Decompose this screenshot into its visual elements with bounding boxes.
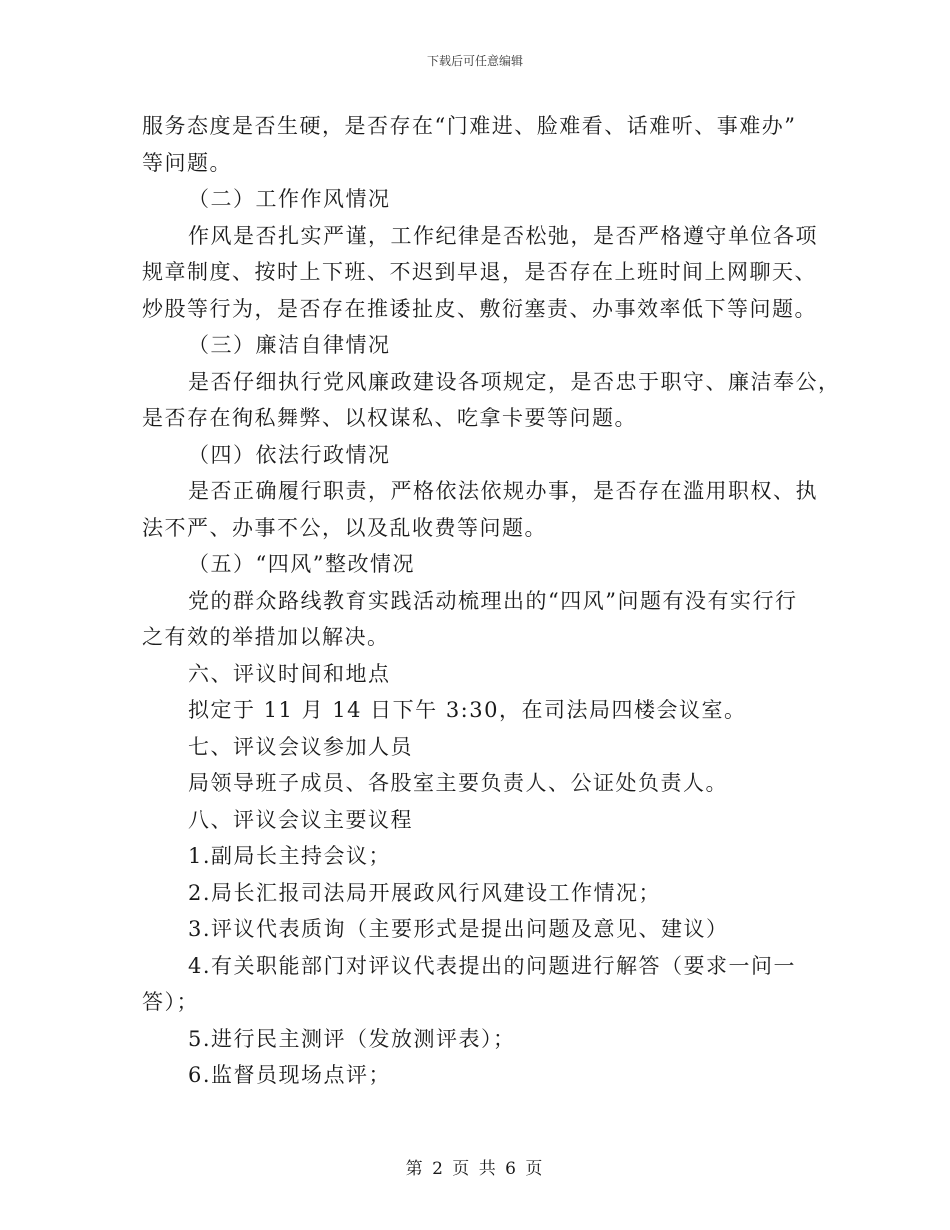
agenda-item: 4.有关职能部门对评议代表提出的问题进行解答（要求一问一: [188, 953, 797, 978]
paragraph-line: 等问题。: [142, 150, 232, 175]
agenda-item: 3.评议代表质询（主要形式是提出问题及意见、建议）: [188, 917, 729, 941]
section-heading: 八、评议会议主要议程: [188, 807, 413, 832]
section-heading: （四）依法行政情况: [188, 442, 391, 467]
paragraph-line: 服务态度是否生硬，是否存在“门难进、脸难看、话难听、事难办”: [142, 114, 797, 138]
section-heading: （三）廉洁自律情况: [188, 333, 391, 357]
paragraph-line: 法不严、办事不公，以及乱收费等问题。: [142, 515, 547, 540]
paragraph-line: 作风是否扎实严谨，工作纪律是否松弛，是否严格遵守单位各项: [188, 223, 818, 248]
agenda-item: 6.监督员现场点评；: [188, 1063, 392, 1087]
paragraph-line: 拟定于 11 月 14 日下午 3:30，在司法局四楼会议室。: [188, 698, 747, 722]
paragraph-line: 规章制度、按时上下班、不迟到早退，是否存在上班时间上网聊天、: [142, 260, 817, 284]
page-header: 下载后可任意编辑: [426, 54, 523, 68]
paragraph-line: 之有效的举措加以解决。: [142, 625, 390, 649]
paragraph-line: 炒股等行为，是否存在推诿扯皮、敷衍塞责、办事效率低下等问题。: [142, 296, 817, 321]
agenda-item: 1.副局长主持会议；: [188, 844, 392, 868]
paragraph-line: 是否仔细执行党风廉政建设各项规定，是否忠于职守、廉洁奉公，: [188, 369, 841, 394]
paragraph-line: 党的群众路线教育实践活动梳理出的“四风”问题有没有实行行: [188, 588, 798, 613]
section-heading: 六、评议时间和地点: [188, 661, 391, 686]
paragraph-line: 是否存在徇私舞弊、以权谋私、吃拿卡要等问题。: [142, 406, 637, 430]
section-heading: （二）工作作风情况: [188, 187, 391, 211]
agenda-item-continued: 答）；: [142, 990, 199, 1014]
agenda-item: 5.进行民主测评（发放测评表）；: [188, 1026, 516, 1051]
section-heading: 七、评议会议参加人员: [188, 734, 413, 759]
page-number: 第 2 页 共 6 页: [405, 1159, 545, 1179]
paragraph-line: 局领导班子成员、各股室主要负责人、公证处负责人。: [188, 771, 728, 795]
agenda-item: 2.局长汇报司法局开展政风行风建设工作情况；: [188, 880, 662, 905]
document-body: [142, 108, 841, 1094]
section-heading: （五）“四风”整改情况: [188, 552, 415, 576]
paragraph-line: 是否正确履行职责，严格依法依规办事，是否存在滥用职权、执: [188, 479, 818, 503]
